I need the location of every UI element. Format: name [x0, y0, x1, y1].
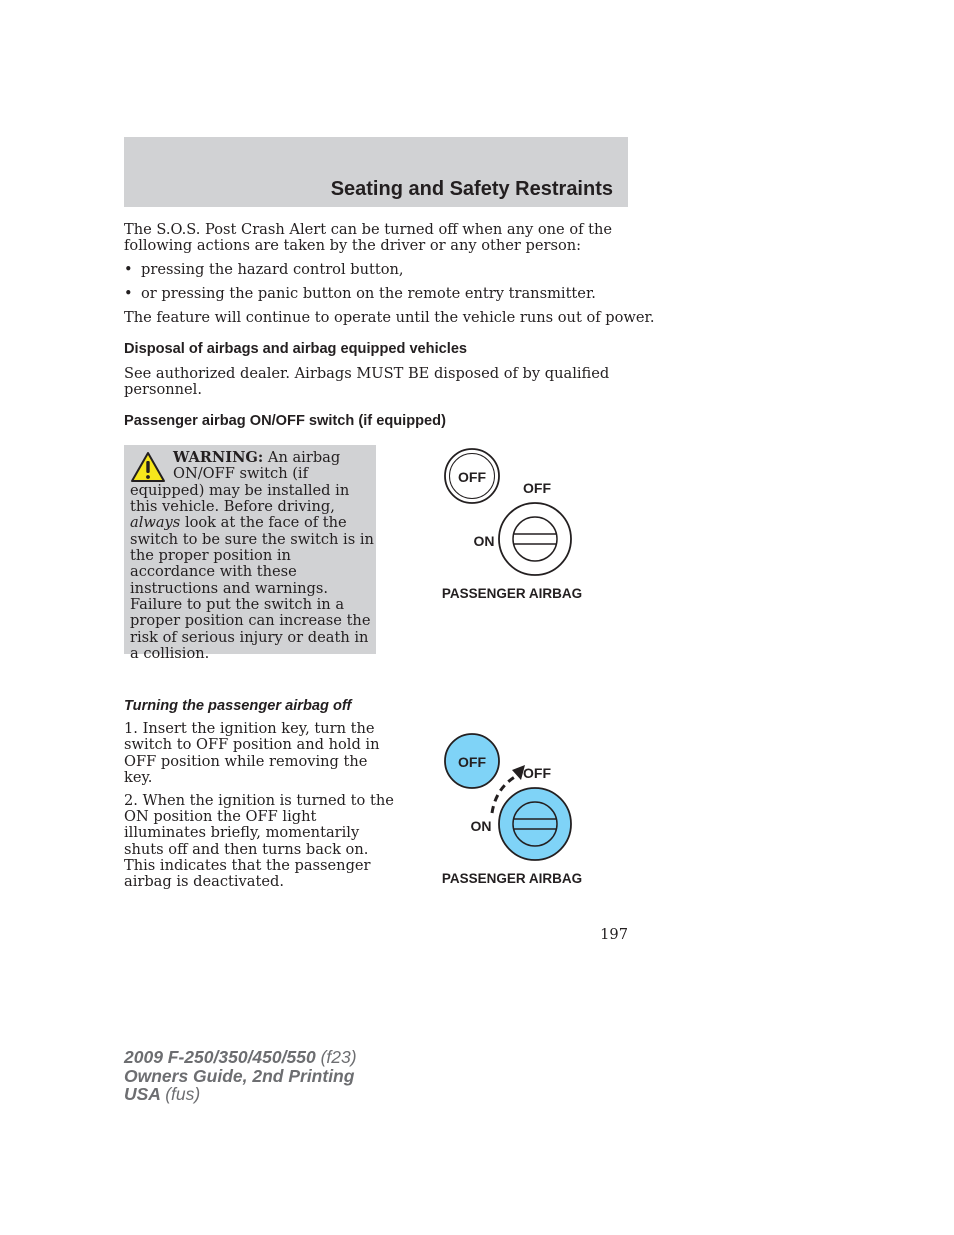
bullet-icon: • — [124, 285, 133, 302]
figure-caption: PASSENGER AIRBAG — [441, 586, 583, 601]
warning-text-1: An airbag ON/OFF switch (if equipped) may be installed in this vehicle. Before driving, — [130, 449, 350, 516]
disposal-line-2: personnel. — [124, 381, 202, 398]
off-position-label: OFF — [523, 765, 551, 781]
document-footer — [124, 1048, 357, 1104]
warning-emphasis: always — [130, 514, 181, 532]
disposal-line-1: See authorized dealer. Airbags MUST BE disposed of by qualified — [124, 365, 610, 382]
key-cylinder — [499, 503, 571, 575]
step-2-line-1: 2. When the ignition is turned to the — [124, 792, 394, 809]
step-2-line-3: illuminates briefly, momentarily — [124, 824, 360, 841]
disposal-heading: Disposal of airbags and airbag equipped vehicles — [124, 341, 468, 357]
warning-box — [124, 445, 376, 663]
sos-bullet-2 — [124, 286, 596, 302]
off-lamp-label: OFF — [458, 754, 486, 770]
section-title: Seating and Safety Restraints — [330, 178, 613, 200]
page-number: 197 — [600, 926, 628, 943]
off-position-label: OFF — [523, 480, 551, 496]
footer-model-line — [124, 1048, 357, 1067]
turning-off-heading: Turning the passenger airbag off — [124, 698, 352, 714]
step-2-line-6: airbag is deactivated. — [124, 873, 284, 890]
sos-intro-line-2: following actions are taken by the driver or any other person: — [124, 237, 582, 254]
step-1-line-4: key. — [124, 769, 153, 786]
on-position-label: ON — [473, 533, 495, 549]
step-2-line-5: This indicates that the passenger — [124, 857, 371, 874]
warning-text — [130, 450, 376, 662]
key-cylinder-inner — [513, 802, 557, 846]
step-2-line-4: shuts off and then turns back on. — [124, 841, 369, 858]
footer-market-line — [124, 1085, 357, 1104]
sos-intro-line-1: The S.O.S. Post Crash Alert can be turned off when any one of the — [124, 221, 613, 238]
sos-bullet-2-text: or pressing the panic button on the remote entry transmitter. — [141, 285, 596, 302]
footer-model: 2009 F-250/350/450/550 — [124, 1047, 316, 1067]
airbag-switch-figure-2 — [430, 725, 590, 895]
footer-market: USA — [124, 1084, 161, 1104]
switch-section-heading: Passenger airbag ON/OFF switch (if equipped) — [124, 413, 446, 429]
section-header — [124, 137, 628, 207]
figure-caption: PASSENGER AIRBAG — [441, 871, 583, 886]
sos-bullet-1-text: pressing the hazard control button, — [141, 261, 404, 278]
step-2-line-2: ON position the OFF light — [124, 808, 317, 825]
sos-outro: The feature will continue to operate until the vehicle runs out of power. — [124, 309, 655, 326]
warning-label: WARNING: — [173, 449, 264, 466]
airbag-switch-figure-1 — [430, 440, 590, 610]
step-1-line-1: 1. Insert the ignition key, turn the — [124, 720, 375, 737]
step-1-line-2: switch to OFF position and hold in — [124, 736, 380, 753]
bullet-icon: • — [124, 261, 133, 278]
off-lamp-label: OFF — [458, 469, 486, 485]
step-1-line-3: OFF position while removing the — [124, 753, 368, 770]
warning-text-2: look at the face of the switch to be sure the switch is in the proper position in accordance with these instructions and warnings. Failure to put the switch in a proper position can increase the risk of serious injury or death in a collision. — [130, 514, 374, 663]
sos-bullet-1 — [124, 262, 404, 278]
footer-market-code: (fus) — [165, 1084, 201, 1104]
footer-model-code: (f23) — [320, 1047, 357, 1067]
footer-guide: Owners Guide, 2nd Printing — [124, 1065, 355, 1086]
on-position-label: ON — [470, 818, 492, 834]
